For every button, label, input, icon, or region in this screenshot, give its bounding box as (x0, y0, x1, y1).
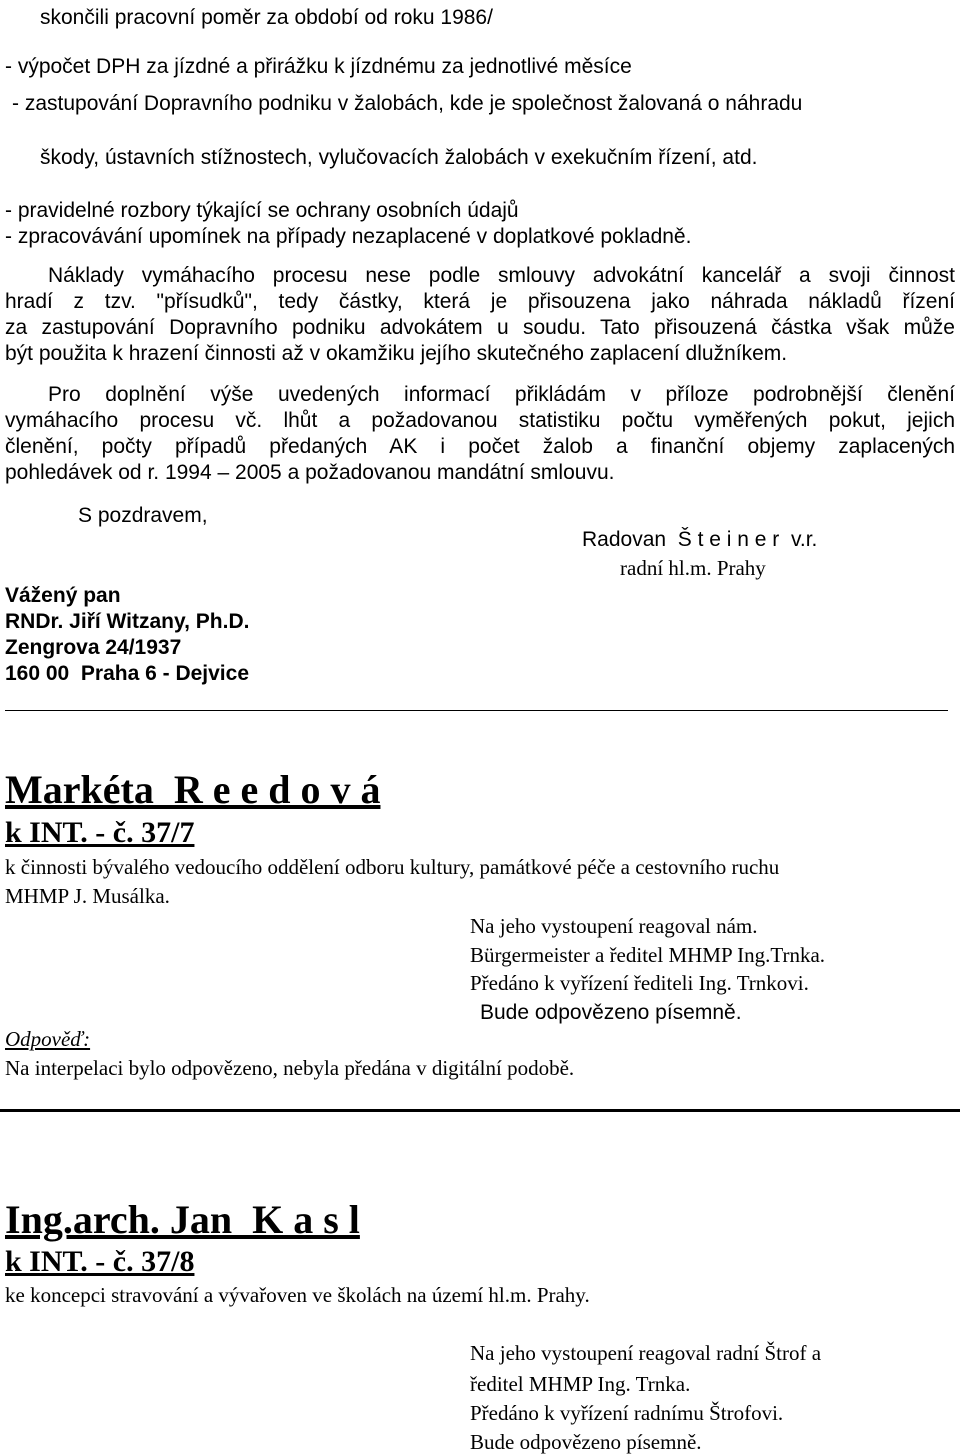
answer-text: Na interpelaci bylo odpovězeno, nebyla předána v digitální podobě. (5, 1056, 575, 1080)
response-note: Bude odpovězeno písemně. (480, 1001, 742, 1024)
addressee-line: 160 00 Praha 6 - Dejvice (5, 662, 249, 685)
paragraph-line: být použita k hrazení činnosti až v okamžiku jejího skutečného zaplacení dlužníkem. (5, 342, 788, 365)
signature-title: radní hl.m. Prahy (620, 556, 766, 580)
bullet-item: - zastupování Dopravního podniku v žalobách, kde je společnost žalovaná o náhradu (12, 92, 803, 115)
section-divider (0, 1109, 960, 1112)
section-name: Ing.arch. Jan K a s l (5, 1197, 360, 1242)
addressee-line: RNDr. Jiří Witzany, Ph.D. (5, 610, 250, 633)
paragraph-line: hradí z tzv. "přísudků", tedy částky, která je přisouzena jako náhrada nákladů řízení (5, 290, 955, 313)
interpellation-number: k INT. - č. 37/7 (5, 816, 195, 849)
addressee-line: Zengrova 24/1937 (5, 636, 182, 659)
response-note: Bürgermeister a ředitel MHMP Ing.Trnka. (470, 943, 826, 967)
paragraph-line: za zastupování Dopravního podniku advokátem u soudu. Tato přisouzená částka však může (5, 316, 955, 339)
response-note: Předáno k vyřízení řediteli Ing. Trnkovi. (470, 971, 809, 995)
subject-line: MHMP J. Musálka. (5, 884, 170, 908)
bullet-item: - výpočet DPH za jízdné a přirážku k jízdnému za jednotlivé měsíce (5, 55, 632, 78)
paragraph-line: pohledávek od r. 1994 – 2005 a požadovanou mandátní smlouvu. (5, 461, 615, 484)
answer-label: Odpověď: (5, 1027, 91, 1051)
response-note: Bude odpovězeno písemně. (470, 1430, 702, 1454)
signature-name: Radovan Š t e i n e r v.r. (582, 528, 818, 551)
bullet-item: - pravidelné rozbory týkající se ochrany osobních údajů (5, 199, 519, 222)
addressee-line: Vážený pan (5, 584, 121, 607)
separator-line (5, 710, 948, 711)
paragraph-line: Pro doplnění výše uvedených informací přikládám v příloze podrobnější členění (48, 383, 955, 406)
subject-line: ke koncepci stravování a vývařoven ve školách na území hl.m. Prahy. (5, 1283, 590, 1307)
paragraph-line: Náklady vymáhacího procesu nese podle smlouvy advokátní kancelář a svoji činnost (48, 264, 955, 287)
response-note: Na jeho vystoupení reagoval radní Štrof a (470, 1341, 822, 1365)
response-note: ředitel MHMP Ing. Trnka. (470, 1372, 691, 1396)
bullet-item: - zpracovávání upomínek na případy nezaplacené v doplatkové pokladně. (5, 225, 692, 248)
paragraph-line: členění, počty případů předaných AK i počet žalob a finanční objemy zaplacených (5, 435, 955, 458)
interpellation-number: k INT. - č. 37/8 (5, 1245, 195, 1278)
intro-line: skončili pracovní poměr za období od roku 1986/ (40, 6, 493, 29)
greeting: S pozdravem, (78, 504, 208, 527)
bullet-item: škody, ústavních stížnostech, vylučovacích žalobách v exekučním řízení, atd. (40, 146, 758, 169)
section-name: Markéta R e e d o v á (5, 767, 381, 812)
response-note: Na jeho vystoupení reagoval nám. (470, 914, 758, 938)
response-note: Předáno k vyřízení radnímu Štrofovi. (470, 1401, 784, 1425)
paragraph-line: vymáhacího procesu vč. lhůt a požadovanou statistiku počtu vyměřených pokut, jejich (5, 409, 955, 432)
subject-line: k činnosti bývalého vedoucího oddělení odboru kultury, památkové péče a cestovního ruchu (5, 855, 780, 879)
